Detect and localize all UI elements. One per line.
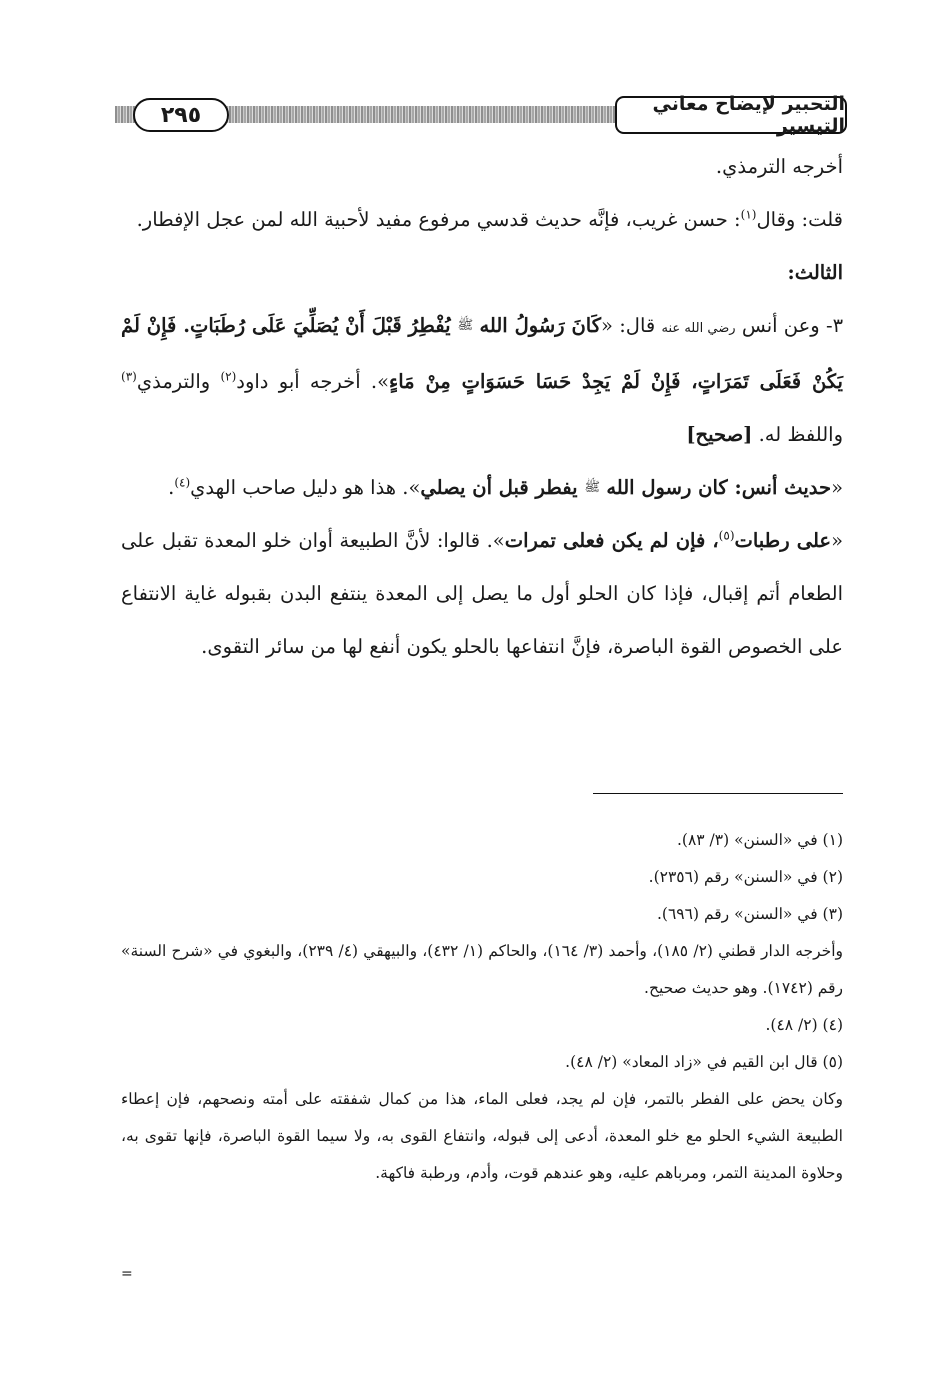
footnote-1: (١) في «السنن» (٣/ ٨٣). [676, 831, 843, 849]
hadith-quote-1: كَانَ رَسُولُ الله [479, 314, 601, 337]
commentary-1-text: ». هذا هو دليل صاحب الهدي [190, 476, 421, 499]
footnote-3-continued: وأخرجه الدار قطني (٢/ ١٨٥)، وأحمد (٣/ ١٦٤)، والحاكم (١/ ٤٣٢)، والبيهقي (٤/ ٢٣٩)، والبغوي في «شرح السنة» رقم (١٧٤٢). وهو حديث صحيح. [121, 942, 844, 997]
footnote-ref-5: (٥) [718, 528, 735, 543]
hadith-source-a: ». أخرجه أبو داود [236, 370, 390, 393]
salutation-symbol: ﷺ [584, 480, 601, 495]
book-title: التحبير لإيضاح معاني التيسير [615, 96, 847, 134]
continuation-mark: = [121, 1266, 133, 1282]
hadith-said: قال: « [601, 314, 662, 337]
commentary-2-bold-a: على رطبات [734, 529, 832, 552]
paragraph-hadith [121, 299, 843, 461]
paragraph-commentary-2 [121, 514, 843, 673]
paragraph-comment [121, 193, 843, 246]
quote-open: « [831, 476, 843, 499]
honorific-symbol: رضي الله عنه [661, 321, 736, 336]
main-text [121, 140, 843, 673]
footnote-separator [593, 793, 843, 794]
commentary-1-end: . [168, 476, 175, 499]
footnote-5-continued: وكان يحض على الفطر بالتمر، فإن لم يجد، فعلى الماء، هذا من كمال شفقته على أمته ونصحهم، فإن إعطاء الطبيعة الشيء الحلو مع خلو المعدة، أدعى إلى قبوله، وانتفاع القوى به، ولا سيما القوة الباصرة، فإنها تقوى به، وحلاوة المدينة التمر، ومرباهم عليه، وهو عندهم قوت، وأدم، ورطبة فاكهة. [121, 1090, 843, 1182]
footnote-3: (٣) في «السنن» رقم (٦٩٦). [657, 905, 843, 923]
footnote-ref-1: (١) [740, 207, 757, 222]
footnote-ref-3: (٣) [121, 369, 137, 384]
takhrij-text: أخرجه الترمذي. [715, 155, 843, 178]
footnote-2: (٢) في «السنن» رقم (٢٣٥٦). [648, 868, 843, 886]
footnote-ref-4: (٤) [174, 475, 191, 490]
quote-open: « [831, 529, 843, 552]
commentary-2-bold-b: ، فإن لم يكن فعلى تمرات [504, 529, 719, 552]
footnotes [121, 822, 843, 1192]
page-number: ٢٩٥ [133, 98, 229, 132]
comment-text-b: : حسن غريب، فإنَّه حديث قدسي مرفوع مفيد لأحبية الله لمن عجل الإفطار. [136, 208, 741, 231]
page-header [115, 93, 847, 138]
commentary-1-bold-a: حديث أنس: كان رسول الله [606, 476, 832, 499]
footnote-5: (٥) قال ابن القيم في «زاد المعاد» (٢/ ٤٨). [565, 1053, 843, 1071]
hadith-source-b: والترمذي [136, 370, 221, 393]
salutation-symbol: ﷺ [457, 318, 474, 333]
paragraph-takhrij [121, 140, 843, 193]
footnote-ref-2: (٢) [220, 369, 237, 384]
footnote-4: (٤) (٢/ ٤٨). [765, 1016, 843, 1034]
paragraph-commentary-1 [121, 461, 843, 514]
commentary-1-bold-b: يفطر قبل أن يصلي [420, 476, 585, 499]
hadith-intro: ٣- وعن أنس [741, 314, 844, 337]
hadith-source-c: واللفظ له. [752, 423, 843, 446]
hadith-grade: [صحيح] [686, 423, 753, 446]
comment-text-a: قلت: وقال [756, 208, 843, 231]
section-heading: الثالث: [787, 261, 843, 284]
commentary-2-text: ». قالوا: لأنَّ الطبيعة أوان خلو المعدة تقبل على الطعام أتم إقبال، فإذا كان الحلو أول ما يصل إلى المعدة ينتفع البدن بقبوله غاية الانتفاع على الخصوص القوة الباصرة، فإنَّ انتفاعها بالحلو يكون أنفع لها من سائر التقوى. [121, 529, 843, 658]
hadith-quote-2: يُفْطِرُ قَبْلَ أَنْ يُصَلِّيَ عَلَى رُطَبَاتٍ. فَإِنْ لَمْ يَكُنْ فَعَلَى تَمَرَاتٍ، فَإِنْ لَمْ يَجِدْ حَسَا حَسَوَاتٍ مِنْ مَاءٍ [121, 314, 843, 393]
